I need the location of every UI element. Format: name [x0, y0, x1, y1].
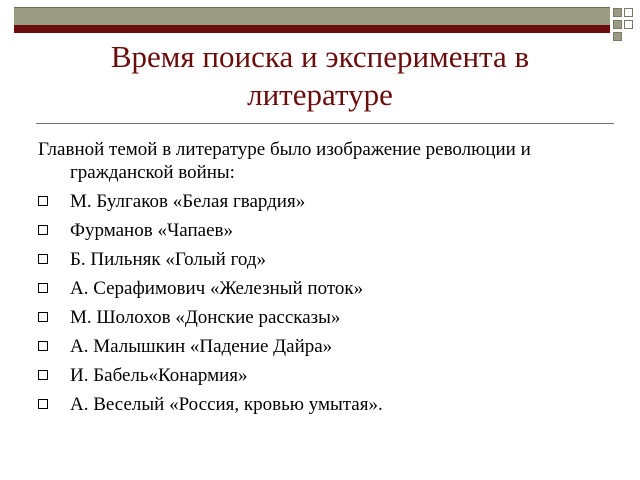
hollow-square-bullet-icon: [38, 225, 48, 235]
corner-square-icon: [613, 8, 622, 17]
list-item: [38, 335, 628, 364]
slide-title-line-2: литературе: [247, 77, 393, 112]
hollow-square-bullet-icon: [38, 254, 48, 264]
hollow-square-bullet-icon: [38, 370, 48, 380]
title-divider: [36, 123, 614, 124]
hollow-square-bullet-icon: [38, 283, 48, 293]
list-item-text: А. Малышкин «Падение Дайра»: [70, 336, 333, 357]
slide-title-line-1: Время поиска и эксперимента в: [110, 39, 530, 74]
list-item: [38, 277, 628, 306]
list-item: [38, 306, 628, 335]
corner-square-icon: [624, 20, 633, 29]
list-item-text: Б. Пильняк «Голый год»: [70, 249, 267, 270]
slide-title: [20, 38, 620, 114]
list-item-text: А. Серафимович «Железный поток»: [70, 278, 364, 299]
list-item-text: М. Шолохов «Донские рассказы»: [70, 307, 341, 328]
slide-body: [38, 138, 628, 422]
bullet-list: [38, 190, 628, 422]
list-item: [38, 219, 628, 248]
hollow-square-bullet-icon: [38, 399, 48, 409]
list-item-text: И. Бабель«Конармия»: [70, 365, 248, 386]
list-item-text: А. Веселый «Россия, кровью умытая».: [70, 394, 383, 415]
list-item: [38, 190, 628, 219]
list-item: [38, 364, 628, 393]
corner-square-icon: [613, 20, 622, 29]
hollow-square-bullet-icon: [38, 196, 48, 206]
list-item-text: М. Булгаков «Белая гвардия»: [70, 191, 306, 212]
list-item: [38, 393, 628, 422]
lead-text: Главной темой в литературе было изображение революции и гражданской войны:: [38, 139, 531, 183]
header-band: [14, 7, 610, 26]
list-item-text: Фурманов «Чапаев»: [70, 220, 233, 241]
hollow-square-bullet-icon: [38, 341, 48, 351]
list-item: [38, 248, 628, 277]
header-stripe: [14, 25, 610, 33]
hollow-square-bullet-icon: [38, 312, 48, 322]
corner-square-icon: [624, 8, 633, 17]
